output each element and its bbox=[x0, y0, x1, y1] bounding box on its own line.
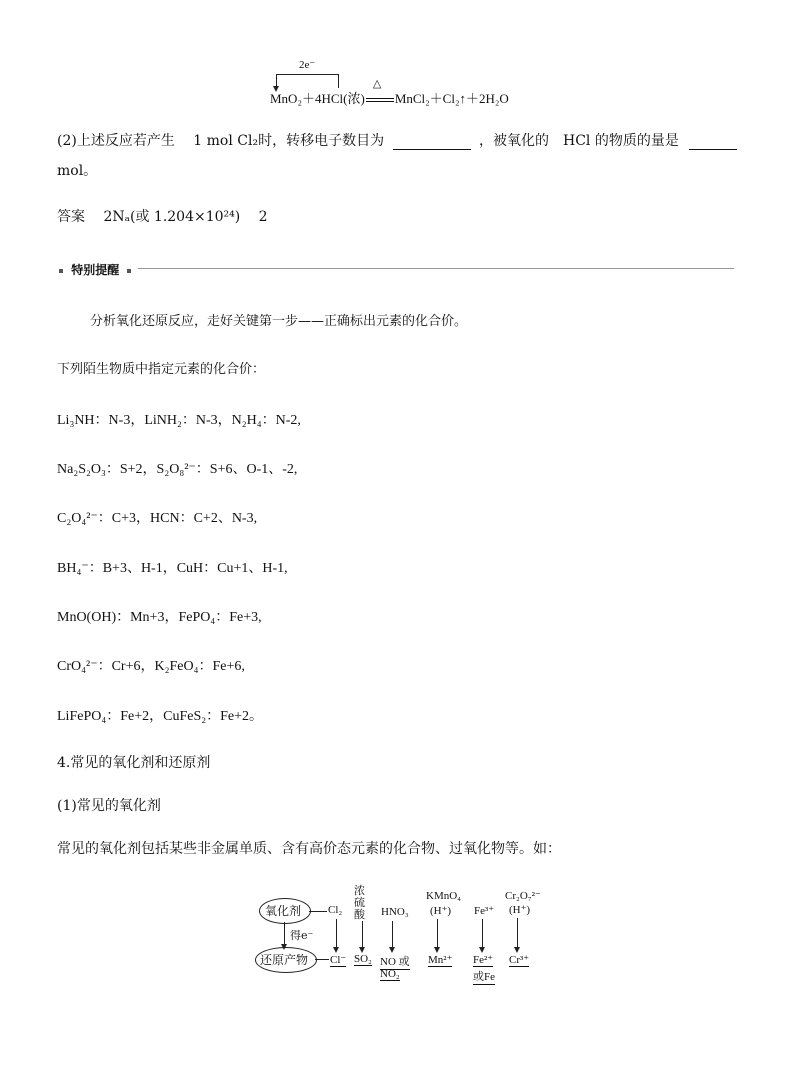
valence-line-3: C₂O₄²⁻：C+3，HCN：C+2、N-3, bbox=[57, 511, 258, 526]
product-fe2: Fe²⁺ bbox=[473, 954, 494, 966]
section-4-sub1: (1)常见的氧化剂 bbox=[57, 798, 161, 814]
heat-symbol: △ bbox=[372, 78, 382, 90]
equation-left: MnO₂＋4HCl(浓) bbox=[270, 91, 365, 106]
reagent-h2so4-2: 硫 bbox=[354, 896, 365, 909]
product-so2: SO₂ bbox=[354, 953, 372, 965]
bullet-icon bbox=[127, 269, 131, 273]
product-no: NO 或 bbox=[380, 953, 410, 970]
answer-blank-2 bbox=[689, 135, 737, 150]
reagent-kmno4: KMnO₄ bbox=[426, 890, 462, 902]
tip-header bbox=[59, 261, 131, 278]
product-no2: NO₂ bbox=[380, 968, 400, 980]
product-mn2: Mn²⁺ bbox=[428, 954, 453, 966]
product-label: 还原产物 bbox=[260, 953, 309, 967]
answer-value: 2Nₐ(或 1.204×10²⁴) 2 bbox=[103, 209, 268, 225]
electron-label: 2e⁻ bbox=[299, 59, 316, 71]
product-cr3: Cr³⁺ bbox=[509, 954, 530, 966]
tip-line-1: 分析氧化还原反应，走好关键第一步——正确标出元素的化合价。 bbox=[90, 314, 468, 329]
answer-label: 答案 bbox=[57, 209, 85, 225]
reagent-hno3: HNO₃ bbox=[381, 906, 409, 918]
reagent-fe3: Fe³⁺ bbox=[474, 905, 495, 917]
valence-line-5: MnO(OH)：Mn+3，FePO₄：Fe+3, bbox=[57, 610, 262, 625]
tip-title: 特别提醒 bbox=[71, 263, 120, 277]
gain-electron-label: 得e⁻ bbox=[290, 929, 314, 942]
reagent-cr2o7-h: (H⁺) bbox=[509, 904, 531, 916]
tip-divider bbox=[138, 268, 734, 269]
valence-line-1: Li₃NH：N-3，LiNH₂：N-3，N₂H₄：N-2, bbox=[57, 413, 301, 428]
equation bbox=[270, 78, 509, 107]
product-fe: 或Fe bbox=[473, 968, 495, 985]
reagent-h2so4-1: 浓 bbox=[354, 884, 365, 897]
question-2-line2: mol。 bbox=[57, 163, 98, 179]
valence-line-6: CrO₄²⁻：Cr+6，K₂FeO₄：Fe+6, bbox=[57, 659, 245, 674]
valence-line-7: LiFePO₄：Fe+2，CuFeS₂：Fe+2。 bbox=[57, 709, 264, 724]
valence-line-2: Na₂S₂O₃：S+2，S₂O₈²⁻：S+6、O-1、-2, bbox=[57, 462, 298, 477]
bullet-icon bbox=[59, 269, 63, 273]
question-2-line1: (2)上述反应若产生 1 mol Cl₂时，转移电子数目为 ，被氧化的 HCl 的物质的量是 bbox=[57, 130, 737, 150]
equation-right: MnCl₂＋Cl₂↑＋2H₂O bbox=[394, 91, 509, 106]
section-4-desc: 常见的氧化剂包括某些非金属单质、含有高价态元素的化合物、过氧化物等。如： bbox=[57, 841, 561, 857]
valence-line-4: BH₄⁻：B+3、H-1，CuH：Cu+1、H-1, bbox=[57, 561, 288, 576]
oxidant-label: 氧化剂 bbox=[265, 904, 302, 918]
reagent-cl2: Cl₂ bbox=[328, 904, 343, 916]
tip-line-2: 下列陌生物质中指定元素的化合价： bbox=[57, 362, 266, 377]
reagent-cr2o7: Cr₂O₇²⁻ bbox=[505, 890, 541, 902]
reagent-h2so4-3: 酸 bbox=[354, 908, 365, 921]
reagent-kmno4-h: (H⁺) bbox=[430, 905, 452, 917]
section-4-title: 4.常见的氧化剂和还原剂 bbox=[57, 755, 211, 771]
product-cl-minus: Cl⁻ bbox=[330, 954, 347, 966]
answer-blank-1 bbox=[393, 135, 471, 150]
answer-line bbox=[57, 206, 268, 226]
